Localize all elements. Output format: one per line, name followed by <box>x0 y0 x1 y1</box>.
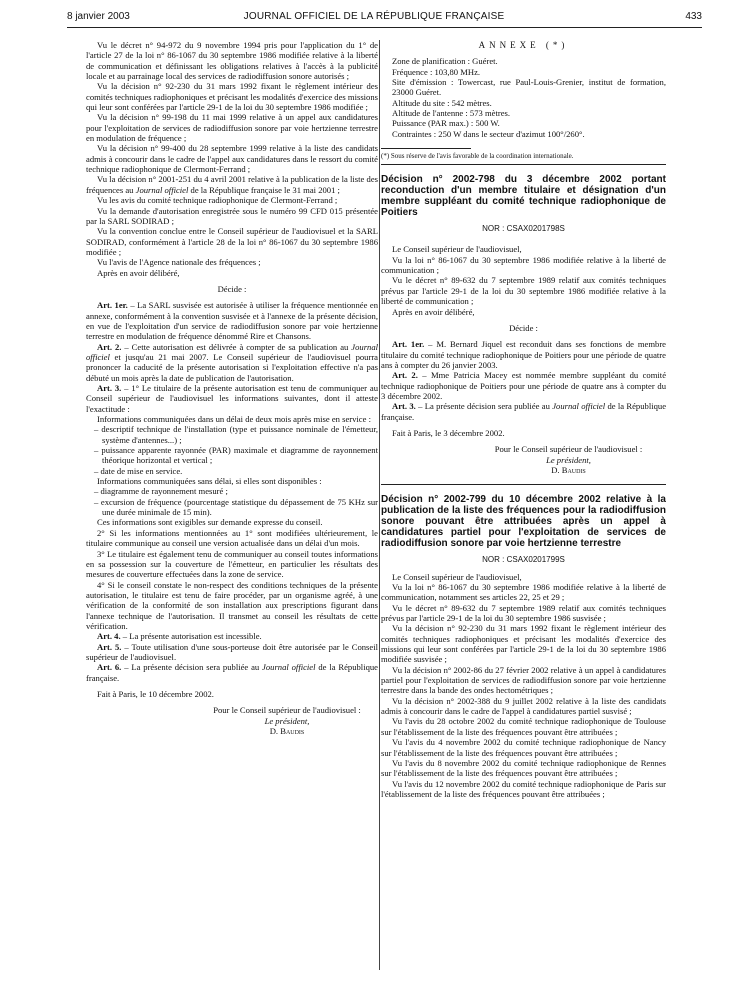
signature-name: D. Baudis <box>551 464 586 475</box>
vu-paragraph: Vu la demande d'autorisation enregistrée sous le numéro 99 CFD 015 présentée par la SARL SODIRAD ; <box>86 205 378 226</box>
annexe-line: Zone de planification : Guéret. <box>392 56 498 67</box>
signature-title: Le président, <box>546 454 591 465</box>
vu-paragraph: Vu la convention conclue entre le Conseil supérieur de l'audiovisuel et la SARL SODIRAD, conformément à l'article 28 de la loi n° 86-1067 du 30 septembre 1986 modifiée ; <box>86 226 378 257</box>
article-paragraph: 3° Le titulaire est également tenu de communiquer au conseil toutes informations en sa possession sur la couverture de l'émetteur, en particulier les résultats des mesures de couverture effectuées dans la zone de service. <box>86 548 378 580</box>
vu-paragraph: Vu l'avis du 4 novembre 2002 du comité technique radiophonique de Nancy sur l'établissement de la liste des fréquences pouvant être attribuées ; <box>381 737 666 758</box>
fait-a-paris: Fait à Paris, le 3 décembre 2002. <box>392 427 505 438</box>
vu-paragraph: Vu la décision n° 99-400 du 28 septembre 1999 relative à la liste des candidats admis à concourir dans le cadre de l'appel aux candidatures dans le ressort du comité technique radiophonique de Clermont-Ferrand ; <box>86 143 378 175</box>
section-rule <box>381 484 666 485</box>
vu-paragraph: Après en avoir délibéré, <box>97 267 180 278</box>
article-2: Art. 2. – Mme Patricia Macey est nommée membre suppléant du comité technique radiophonique de Poitiers pour une période de quatre ans à compter du 3 décembre 2002. <box>381 370 667 401</box>
signature-name: D. Baudis <box>269 726 305 736</box>
article-6: Art. 6. – La présente décision sera publiée au Journal officiel de la République française. <box>86 662 378 683</box>
article-paragraph: 2° Si les informations mentionnées au 1° sont modifiées ultérieurement, le titulaire communique au conseil une version actualisée dans un délai d'un mois. <box>86 527 378 549</box>
article-paragraph: 4° Si le conseil constate le non-respect des conditions techniques de la présente autorisation, le titulaire est tenu de faire procéder, par un organisme agréé, à une vérification de la conformité de son installation aux prescriptions figurant dans l'annexe technique de l'autorisation. Il transmet au conseil les résultats de cette vérification. <box>86 579 378 631</box>
left-column <box>86 40 378 736</box>
annexe-footnote: (*) Sous réserve de l'avis favorable de la coordination internationale. <box>381 152 574 161</box>
vu-paragraph: Vu l'avis du 28 octobre 2002 du comité technique radiophonique de Toulouse sur l'établissement de la liste des fréquences pouvant être attribuées ; <box>381 716 666 737</box>
article-paragraph: Ces informations sont exigibles sur demande expresse du conseil. <box>97 517 323 528</box>
fait-a-paris: Fait à Paris, le 10 décembre 2002. <box>97 688 214 699</box>
annexe-line: Altitude de l'antenne : 573 mètres. <box>392 108 511 119</box>
annexe-line: Puissance (PAR max.) : 500 W. <box>392 118 500 129</box>
decision-799-heading: Décision n° 2002-799 du 10 décembre 2002 relative à la publication de la liste des fréquences pour la radiodiffusion sonore pouvant être attribuées après un appel à candidatures partiel pour l'exploitation de services de radiodiffusion sonore par voie hertzienne terrestre <box>381 494 666 550</box>
column-separator <box>379 40 380 970</box>
vu-paragraph: Le Conseil supérieur de l'audiovisuel, <box>392 571 522 582</box>
left-vus-list <box>86 40 378 278</box>
info-list <box>86 424 378 476</box>
decision-798-nor: NOR : CSAX0201798S <box>482 224 565 234</box>
vu-paragraph: Vu le décret n° 89-632 du 7 septembre 1989 relatif aux comités techniques prévus par l'article 29-1 de la loi du 30 septembre 1986 modifiée relative à la liberté de communication ; <box>381 275 666 307</box>
vu-paragraph: Vu la décision n° 99-198 du 11 mai 1999 relative à un appel aux candidatures pour l'exploitation de services de radiodiffusion sonore par voie hertzienne terrestre en modulation de fréquence ; <box>86 112 378 144</box>
decide-label: Décide : <box>509 322 538 333</box>
vu-paragraph: Vu les avis du comité technique radiophonique de Clermont-Ferrand ; <box>97 195 338 206</box>
header-journal-title: JOURNAL OFFICIEL DE LA RÉPUBLIQUE FRANÇAISE <box>243 11 505 22</box>
list-item: – diagramme de rayonnement mesuré ; <box>94 486 228 497</box>
vu-paragraph: Vu le décret n° 89-632 du 7 septembre 1989 relatif aux comités techniques prévus par l'article 29-1 de la loi du 30 septembre 1986 susvisée ; <box>381 602 666 624</box>
vu-paragraph: Le Conseil supérieur de l'audiovisuel, <box>392 244 522 255</box>
header-page-number: 433 <box>685 11 702 22</box>
article-2: Art. 2. – Cette autorisation est délivrée à compter de sa publication au Journal officiel et jusqu'au 21 mai 2007. Le Conseil supérieur de l'audiovisuel pourra prononcer la caducité de la présente autorisation si l'exploitation effective n'a pas débuté un mois après la date de publication de l'autorisation. <box>86 341 379 383</box>
article-3: Art. 3. – 1° Le titulaire de la présente autorisation est tenu de communiquer au Conseil supérieur de l'audiovisuel les informations suivantes, dont il atteste l'exactitude : <box>86 383 379 414</box>
vu-paragraph: Après en avoir délibéré, <box>392 306 475 317</box>
list-item: – excursion de fréquence (pourcentage statistique du dépassement de 75 KHz sur une durée minimale de 15 min). <box>94 496 378 518</box>
annexe-details <box>381 56 666 139</box>
footnote-rule <box>381 148 471 149</box>
signature-pour: Pour le Conseil supérieur de l'audiovisuel : <box>213 705 361 716</box>
section-rule <box>381 164 666 165</box>
decide-label: Décide : <box>217 283 247 294</box>
header-date: 8 janvier 2003 <box>67 11 130 22</box>
header-rule <box>67 27 702 28</box>
annexe-line: Altitude du site : 542 mètres. <box>392 97 492 108</box>
vu-paragraph: Vu l'avis de l'Agence nationale des fréquences ; <box>97 257 261 268</box>
info-list <box>86 486 378 517</box>
list-item: – date de mise en service. <box>94 465 183 476</box>
vu-paragraph: Vu la loi n° 86-1067 du 30 septembre 1986 modifiée relative à la liberté de communication ; <box>381 254 666 276</box>
signature-title: Le président, <box>264 715 310 726</box>
vu-paragraph: Vu la décision n° 92-230 du 31 mars 1992 fixant le règlement intérieur des comités techniques radiophoniques et précisant les modalités d'exercice des missions qui leur sont conférées par l'article 29-1 de la loi du 30 septembre 1986 modifiée susvisée ; <box>381 623 666 665</box>
vu-paragraph: Vu la décision n° 2002-388 du 9 juillet 2002 relative à la liste des candidats admis à concourir dans le cadre de l'appel à candidatures partiel susvisé ; <box>381 695 666 717</box>
article-3: Art. 3. – La présente décision sera publiée au Journal officiel de la République française. <box>381 401 667 422</box>
article-1: Art. 1er. – M. Bernard Jiquel est reconduit dans ses fonctions de membre titulaire du comité technique radiophonique de Poitiers pour une période de quatre ans à compter du 26 janvier 2003. <box>381 339 667 370</box>
page-header <box>0 0 748 30</box>
info-heading: Informations communiquées sans délai, si elles sont disponibles : <box>97 476 322 487</box>
article-1: Art. 1er. – La SARL susvisée est autorisée à utiliser la fréquence mentionnée en annexe, conformément à la convention susvisée et à l'annexe de la présente décision, en vue de l'exploitation d'un service de radiodiffusion sonore par voie hertzienne terrestre en modulation de fréquence dénommé Rire et Chansons. <box>86 300 378 342</box>
vu-paragraph: Vu la décision n° 92-230 du 31 mars 1992 fixant le règlement intérieur des comités techniques radiophoniques et précisant les modalités d'exercice des missions qui leur sont conférées par l'article 29-1 de la loi du 30 septembre 1986 modifiée ; <box>86 81 378 113</box>
article-4: Art. 4. – La présente autorisation est incessible. <box>97 631 262 642</box>
vu-paragraph: Vu la loi n° 86-1067 du 30 septembre 1986 modifiée relative à la liberté de communication, notamment ses articles 22, 25 et 29 ; <box>381 582 666 603</box>
annexe-line: Fréquence : 103,80 MHz. <box>392 66 481 77</box>
decision-799-nor: NOR : CSAX0201799S <box>482 555 565 565</box>
annexe-line: Contraintes : 250 W dans le secteur d'azimut 100°/260°. <box>392 128 585 139</box>
vu-paragraph: Vu l'avis du 12 novembre 2002 du comité technique radiophonique de Paris sur l'établissement de la liste des fréquences pouvant être attribuées ; <box>381 778 666 799</box>
info-heading: Informations communiquées dans un délai de deux mois après mise en service : <box>97 414 371 425</box>
article-5: Art. 5. – Toute utilisation d'une sous-porteuse doit être autorisée par le Conseil supérieur de l'audiovisuel. <box>86 641 378 662</box>
vu-paragraph: Vu le décret n° 94-972 du 9 novembre 1994 pris pour l'application du 1° de l'article 27 de la loi n° 86-1067 du 30 septembre 1986 modifiée relative à la liberté de communication et définissant les obligations relatives à l'accès à la publicité locale et au parrainage local des services de radiodiffusion sonore autorisés ; <box>86 40 378 82</box>
annexe-title: ANNEXE (*) <box>478 40 569 50</box>
vu-paragraph: Vu la décision n° 2001-251 du 4 avril 2001 relative à la publication de la liste des fréquences au Journal officiel de la République française le 31 mai 2001 ; <box>86 174 378 195</box>
list-item: – puissance apparente rayonnée (PAR) maximale et diagramme de rayonnement théorique horizontal et vertical ; <box>94 445 378 466</box>
annexe-line: Site d'émission : Towercast, rue Paul-Louis-Grenier, institut de formation, 23000 Guéret. <box>392 77 666 98</box>
right-column <box>381 40 666 799</box>
decision-798-heading: Décision n° 2002-798 du 3 décembre 2002 portant reconduction d'un membre titulaire et désignation d'un membre suppléant du comité technique radiophonique de Poitiers <box>381 174 666 219</box>
list-item: – descriptif technique de l'installation (type et puissance nominale de l'émetteur, système d'antennes...) ; <box>94 424 378 445</box>
signature-pour: Pour le Conseil supérieur de l'audiovisuel : <box>494 444 643 455</box>
vu-paragraph: Vu la décision n° 2002-86 du 27 février 2002 relative à un appel à candidatures partiel pour l'exploitation de services de radiodiffusion sonore par voie hertzienne terrestre dans la bande des ondes hectométriques ; <box>381 664 666 696</box>
vu-paragraph: Vu l'avis du 8 novembre 2002 du comité technique radiophonique de Rennes sur l'établissement de la liste des fréquences pouvant être attribuées ; <box>381 757 666 779</box>
